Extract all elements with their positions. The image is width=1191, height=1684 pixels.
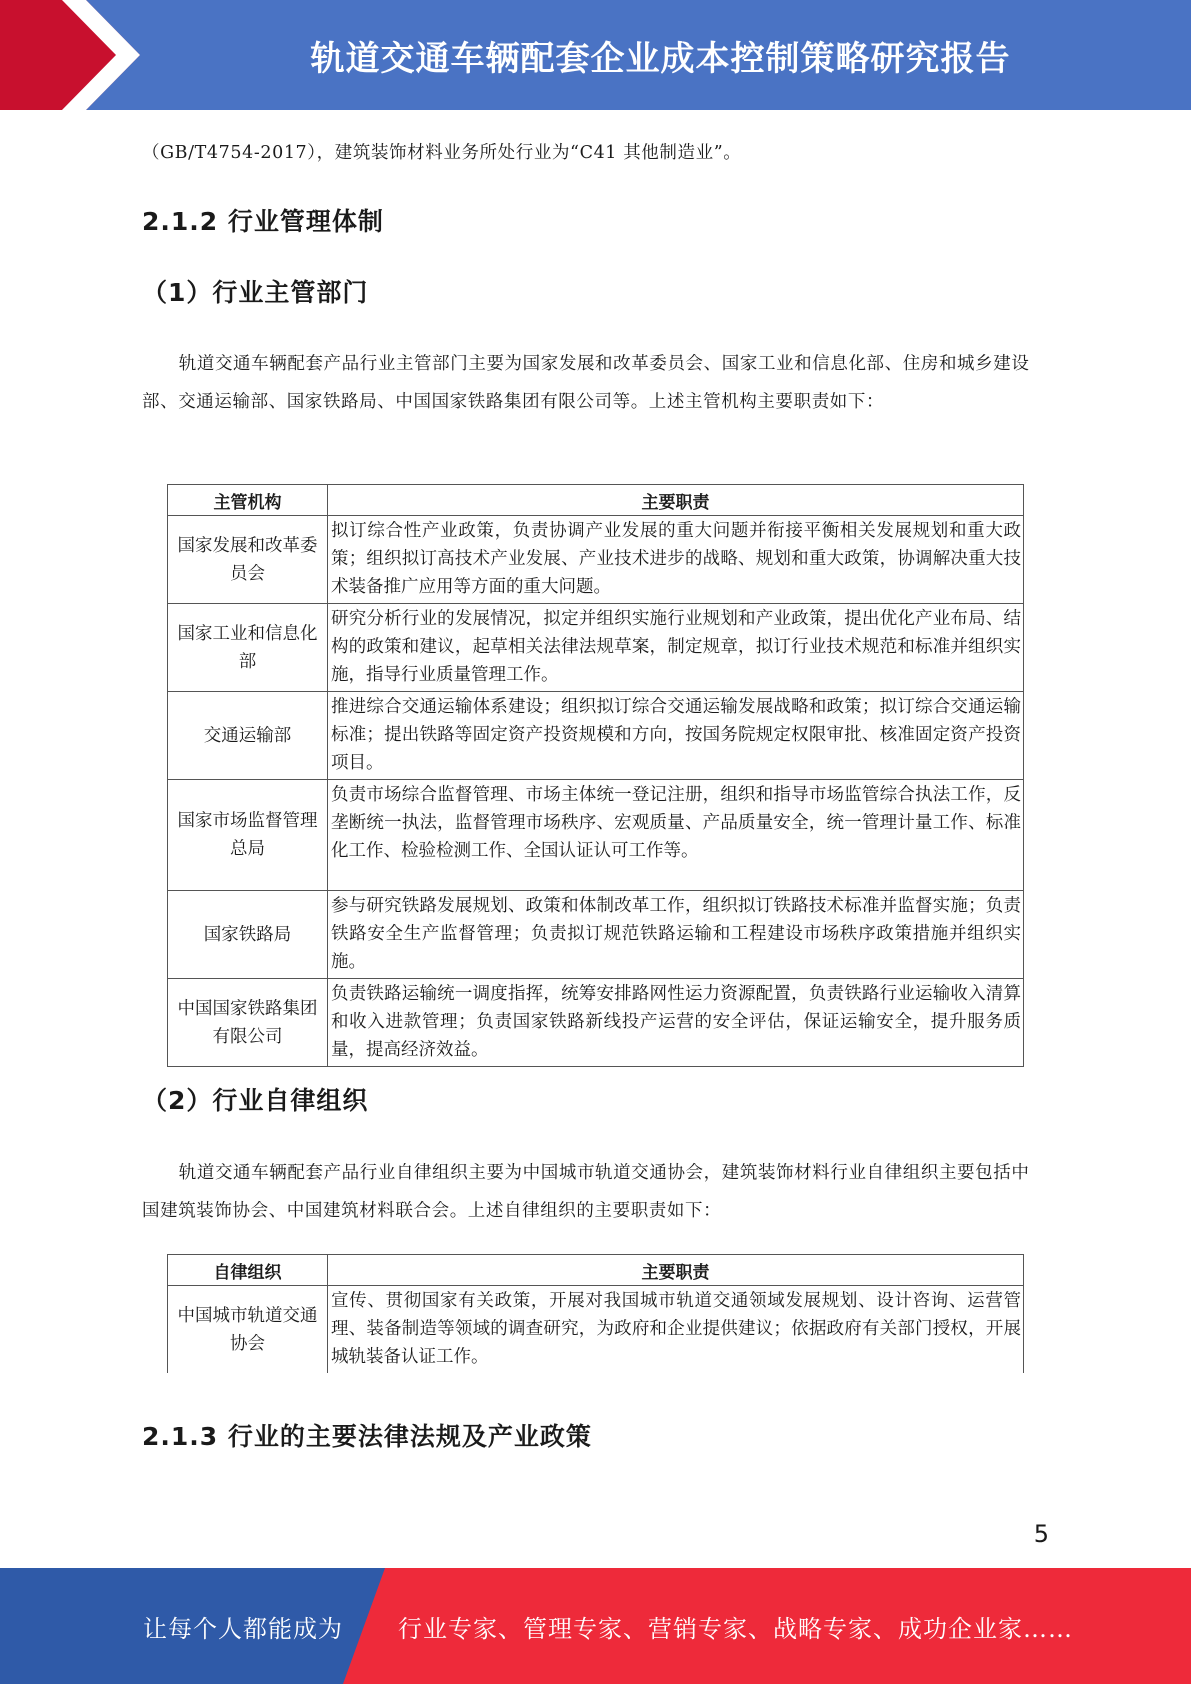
duty-cell: 宣传、贯彻国家有关政策，开展对我国城市轨道交通领域发展规划、设计咨询、运营管理、装备制造等领域的调查研究，为政府和企业提供建议；依据政府有关部门授权，开展城轨装备认证工作。	[328, 1286, 1024, 1374]
subheading-industry-authorities: （1）行业主管部门	[142, 278, 369, 307]
organization-cell: 中国城市轨道交通协会	[168, 1286, 328, 1374]
duty-cell: 推进综合交通运输体系建设；组织拟订综合交通运输发展战略和政策；拟订综合交通运输标准；提出铁路等固定资产投资规模和方向，按国务院规定权限审批、核准固定资产投资项目。	[328, 692, 1024, 780]
self-regulatory-table	[167, 1254, 1024, 1373]
column-header-authority: 主管机构	[168, 485, 328, 516]
header-banner	[0, 0, 1191, 110]
authority-cell: 国家市场监督管理总局	[168, 780, 328, 891]
authorities-paragraph: 轨道交通车辆配套产品行业主管部门主要为国家发展和改革委员会、国家工业和信息化部、住房和城乡建设部、交通运输部、国家铁路局、中国国家铁路集团有限公司等。上述主管机构主要职责如下：	[142, 354, 1030, 412]
table-row	[168, 979, 1024, 1067]
authority-cell: 国家铁路局	[168, 891, 328, 979]
authority-cell: 交通运输部	[168, 692, 328, 780]
section-heading-2-1-2: 2.1.2 行业管理体制	[142, 207, 384, 236]
duty-cell: 负责铁路运输统一调度指挥，统筹安排路网性运力资源配置，负责铁路行业运输收入清算和收入进款管理；负责国家铁路新线投产运营的安全评估，保证运输安全，提升服务质量，提高经济效益。	[328, 979, 1024, 1067]
table-row	[168, 1286, 1024, 1374]
duty-cell: 参与研究铁路发展规划、政策和体制改革工作，组织拟订铁路技术标准并监督实施；负责铁路安全生产监督管理；负责拟订规范铁路运输和工程建设市场秩序政策措施并组织实施。	[328, 891, 1024, 979]
authority-cell: 中国国家铁路集团有限公司	[168, 979, 328, 1067]
table-row	[168, 516, 1024, 604]
column-header-duties: 主要职责	[328, 485, 1024, 516]
intro-line: （GB/T4754-2017），建筑装饰材料业务所处行业为“C41 其他制造业”。	[142, 143, 742, 163]
page-number: 5	[1033, 1520, 1049, 1548]
table-row	[168, 891, 1024, 979]
footer-banner	[0, 1568, 1191, 1684]
table-header-row	[168, 485, 1024, 516]
authority-cell: 国家发展和改革委员会	[168, 516, 328, 604]
table-header-row	[168, 1255, 1024, 1286]
section-heading-2-1-3: 2.1.3 行业的主要法律法规及产业政策	[142, 1422, 592, 1451]
table-row	[168, 604, 1024, 692]
duty-cell: 负责市场综合监督管理、市场主体统一登记注册，组织和指导市场监管综合执法工作，反垄断统一执法，监督管理市场秩序、宏观质量、产品质量安全，统一管理计量工作、标准化工作、检验检测工作、全国认证认可工作等。	[328, 780, 1024, 891]
column-header-duties: 主要职责	[328, 1255, 1024, 1286]
report-title: 轨道交通车辆配套企业成本控制策略研究报告	[310, 38, 1011, 79]
duty-cell: 研究分析行业的发展情况，拟定并组织实施行业规划和产业政策，提出优化产业布局、结构的政策和建议，起草相关法律法规草案，制定规章，拟订行业技术规范和标准并组织实施，指导行业质量管理工作。	[328, 604, 1024, 692]
duty-cell: 拟订综合性产业政策，负责协调产业发展的重大问题并衔接平衡相关发展规划和重大政策；组织拟订高技术产业发展、产业技术进步的战略、规划和重大政策，协调解决重大技术装备推广应用等方面的重大问题。	[328, 516, 1024, 604]
header-arrow-decoration	[0, 0, 160, 110]
footer-slogan-right: 行业专家、管理专家、营销专家、战略专家、成功企业家……	[398, 1614, 1073, 1643]
self-regulatory-paragraph: 轨道交通车辆配套产品行业自律组织主要为中国城市轨道交通协会，建筑装饰材料行业自律组织主要包括中国建筑装饰协会、中国建筑材料联合会。上述自律组织的主要职责如下：	[142, 1163, 1030, 1221]
authorities-table	[167, 484, 1024, 1067]
column-header-organization: 自律组织	[168, 1255, 328, 1286]
authority-cell: 国家工业和信息化部	[168, 604, 328, 692]
subheading-self-regulatory-orgs: （2）行业自律组织	[142, 1086, 369, 1115]
table-row	[168, 692, 1024, 780]
footer-slogan-left: 让每个人都能成为	[143, 1614, 343, 1643]
table-row	[168, 780, 1024, 891]
